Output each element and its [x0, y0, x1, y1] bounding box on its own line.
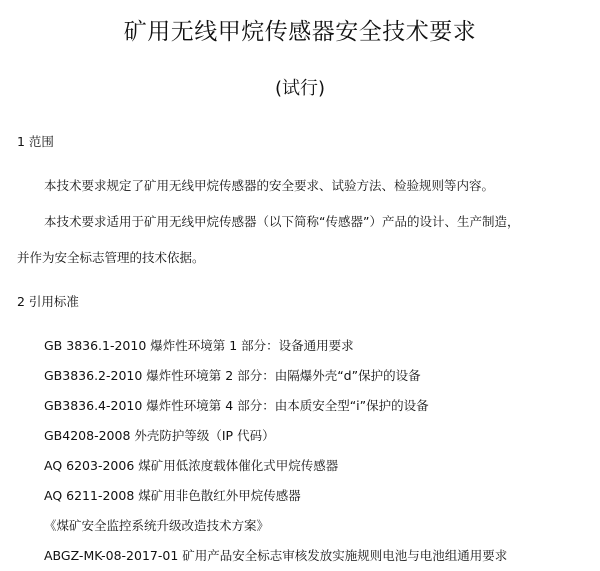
reference-item: AQ 6203-2006 煤矿用低浓度载体催化式甲烷传感器	[44, 458, 339, 473]
reference-item: GB3836.4-2010 爆炸性环境第 4 部分：由本质安全型“i”保护的设备	[44, 398, 429, 413]
scope-paragraph-2-continued: 并作为安全标志管理的技术依据。	[17, 250, 205, 265]
scope-paragraph-2: 本技术要求适用于矿用无线甲烷传感器（以下简称“传感器”）产品的设计、生产制造，	[44, 214, 520, 229]
reference-item: 《煤矿安全监控系统升级改造技术方案》	[44, 518, 270, 533]
document-subtitle: (试行)	[274, 78, 326, 99]
reference-item: GB4208-2008 外壳防护等级（IP 代码）	[44, 428, 275, 443]
section-heading-references: 2 引用标准	[17, 294, 79, 309]
document-title: 矿用无线甲烷传感器安全技术要求	[123, 19, 477, 45]
reference-item: AQ 6211-2008 煤矿用非色散红外甲烷传感器	[44, 488, 301, 503]
scope-paragraph-1: 本技术要求规定了矿用无线甲烷传感器的安全要求、试验方法、检验规则等内容。	[44, 178, 495, 193]
reference-item: ABGZ-MK-08-2017-01 矿用产品安全标志审核发放实施规则电池与电池组通用要求	[44, 548, 508, 563]
reference-item: GB3836.2-2010 爆炸性环境第 2 部分：由隔爆外壳“d”保护的设备	[44, 368, 421, 383]
reference-item: GB 3836.1-2010 爆炸性环境第 1 部分：设备通用要求	[44, 338, 354, 353]
section-heading-scope: 1 范围	[17, 134, 54, 149]
